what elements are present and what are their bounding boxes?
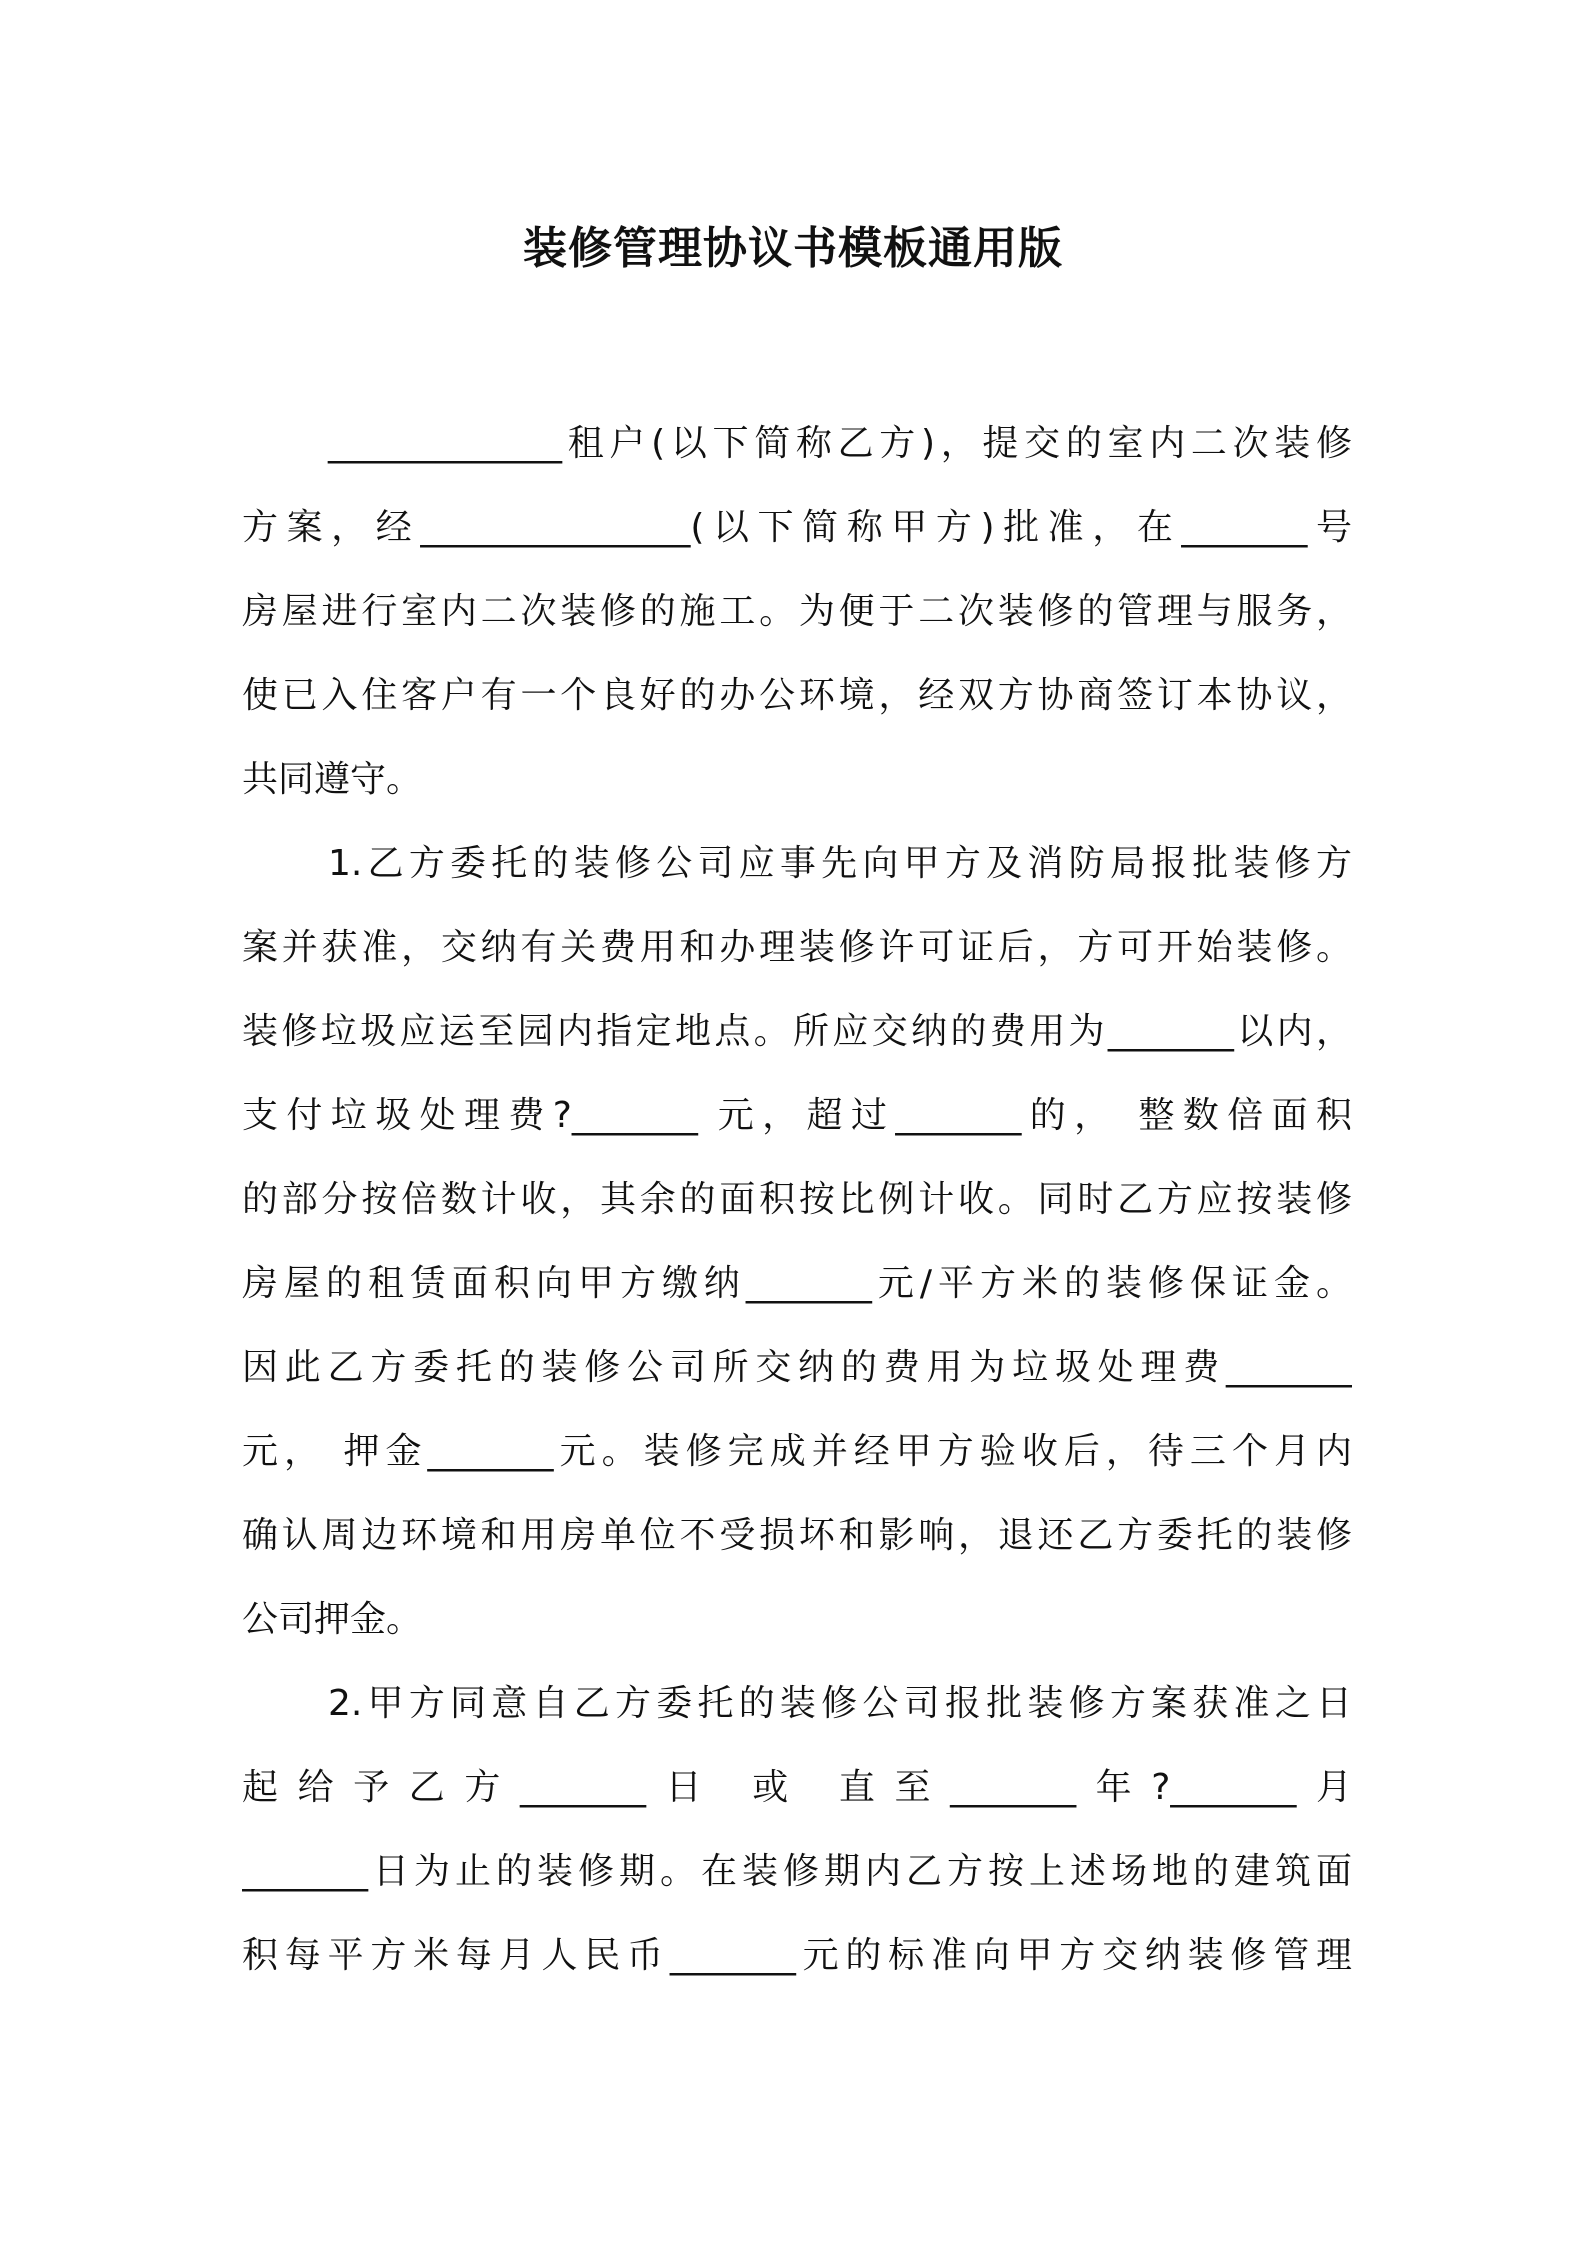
- text-line: _____________租户(以下简称乙方)，提交的室内二次装修: [328, 423, 1352, 464]
- text-line: 公司押金。: [242, 1599, 423, 1640]
- text-line: 2.甲方同意自乙方委托的装修公司报批装修方案获准之日: [328, 1683, 1352, 1724]
- document-body: [242, 402, 1352, 1998]
- text-line: 装修垃圾应运至园内指定地点。所应交纳的费用为_______以内，: [242, 1011, 1352, 1052]
- text-line: 起给予乙方_______日 或 直至_______年?_______月: [242, 1767, 1352, 1808]
- text-line: 方案，经_______________(以下简称甲方)批准，在_______号: [242, 507, 1352, 548]
- text-line: 积每平方米每月人民币_______元的标准向甲方交纳装修管理: [242, 1935, 1352, 1976]
- text-line: 确认周边环境和用房单位不受损坏和影响，退还乙方委托的装修: [242, 1515, 1352, 1556]
- text-line: 支付垃圾处理费?_______ 元，超过_______的， 整数倍面积: [242, 1095, 1352, 1136]
- text-line: 的部分按倍数计收，其余的面积按比例计收。同时乙方应按装修: [242, 1179, 1352, 1220]
- text-line: 使已入住客户有一个良好的办公环境，经双方协商签订本协议，: [242, 675, 1352, 716]
- text-line: 元， 押金_______元。装修完成并经甲方验收后，待三个月内: [242, 1431, 1352, 1472]
- text-line: 房屋的租赁面积向甲方缴纳_______元/平方米的装修保证金。: [242, 1263, 1352, 1304]
- text-line: _______日为止的装修期。在装修期内乙方按上述场地的建筑面: [242, 1851, 1352, 1892]
- text-line: 共同遵守。: [242, 759, 423, 800]
- document-title: 装修管理协议书模板通用版: [523, 223, 1063, 274]
- text-line: 房屋进行室内二次装修的施工。为便于二次装修的管理与服务，: [242, 591, 1352, 632]
- text-line: 案并获准，交纳有关费用和办理装修许可证后，方可开始装修。: [242, 927, 1352, 968]
- text-line: 因此乙方委托的装修公司所交纳的费用为垃圾处理费_______: [242, 1347, 1352, 1388]
- text-line: 1.乙方委托的装修公司应事先向甲方及消防局报批装修方: [328, 843, 1352, 884]
